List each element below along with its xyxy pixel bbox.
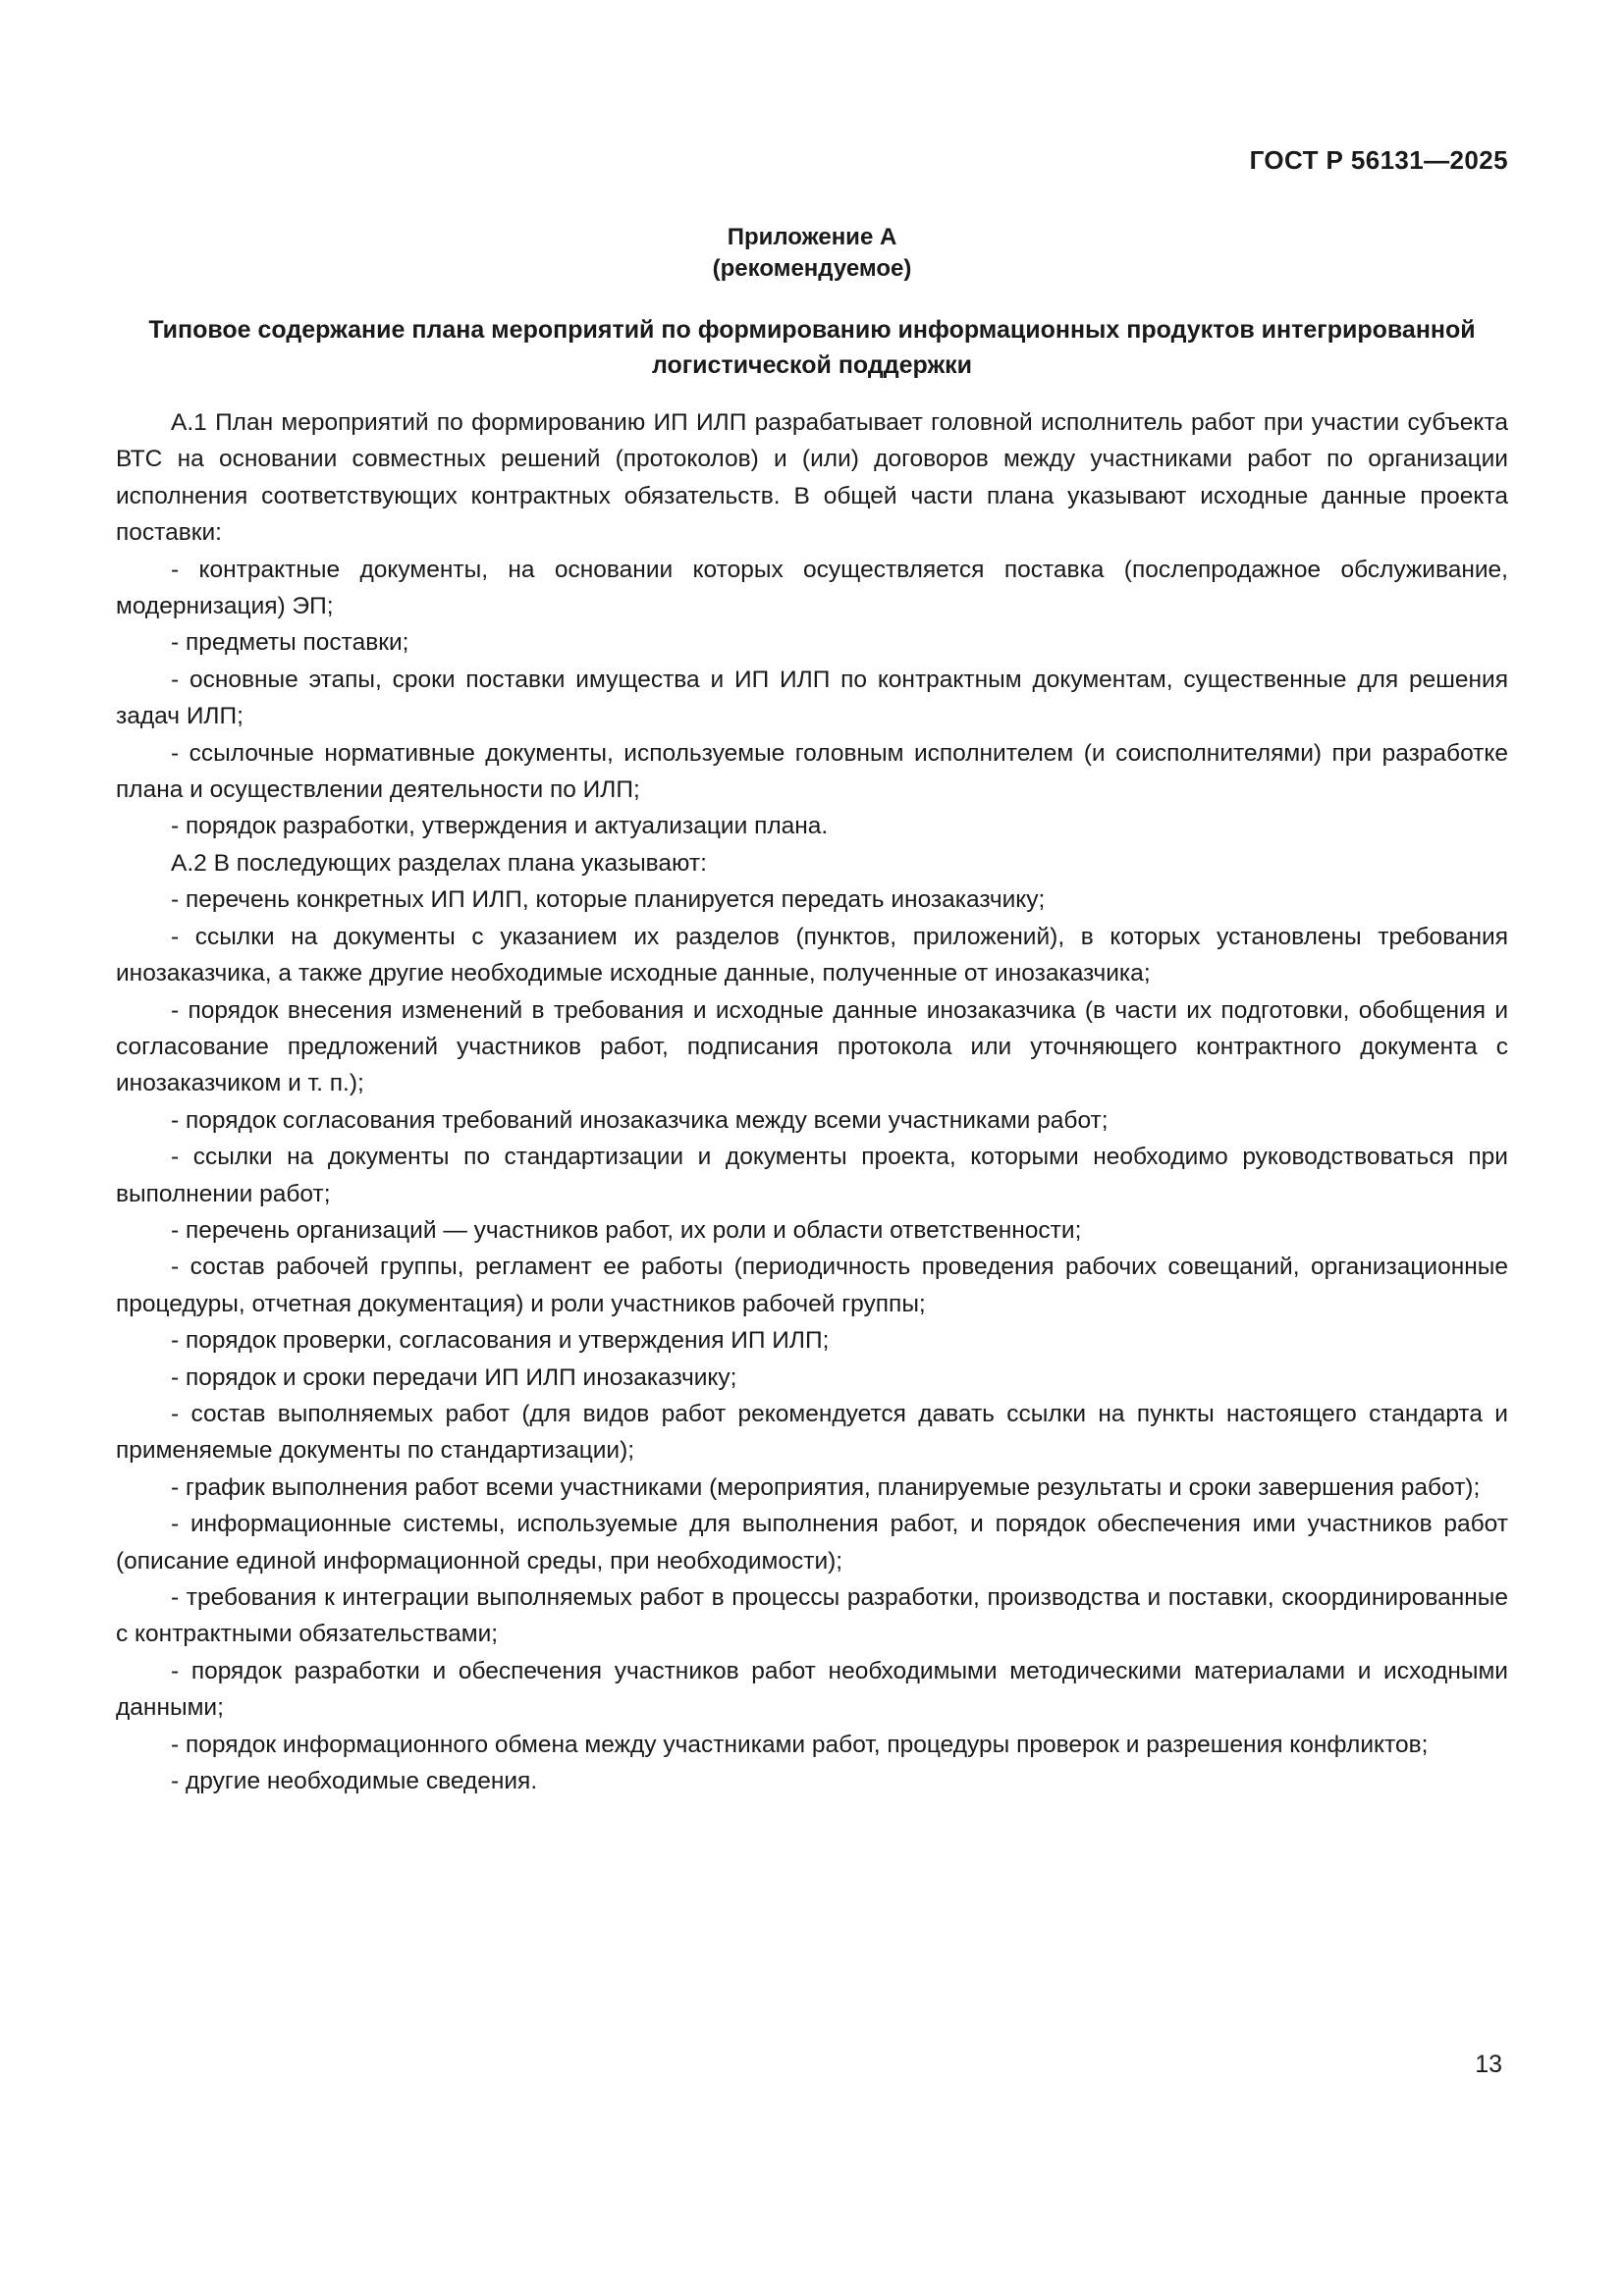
body-paragraph: - состав рабочей группы, регламент ее работы (периодичность проведения рабочих совещаний, организационные процедуры, отчетная документация) и роли участников рабочей группы; bbox=[116, 1254, 1508, 1317]
body-paragraph: - ссылки на документы по стандартизации и документы проекта, которыми необходимо руководствоваться при выполнении работ; bbox=[116, 1144, 1508, 1207]
body-paragraph: - порядок согласования требований инозаказчика между всеми участниками работ; bbox=[171, 1106, 1109, 1134]
page-content-area bbox=[116, 0, 1508, 2296]
body-paragraph: - порядок и сроки передачи ИП ИЛП инозаказчику; bbox=[171, 1363, 737, 1391]
body-paragraph: - состав выполняемых работ (для видов работ рекомендуется давать ссылки на пункты настоящего стандарта и применяемые документы по стандартизации); bbox=[116, 1400, 1508, 1465]
appendix-status: (рекомендуемое) bbox=[712, 255, 912, 282]
page-title-line-1: Типовое содержание плана мероприятий по формированию информационных продуктов bbox=[148, 316, 1255, 344]
body-paragraph: - информационные системы, используемые для выполнения работ, и порядок обеспечения ими участников работ (описание единой информационной среды, при необходимости); bbox=[116, 1511, 1508, 1575]
body-paragraph: - основные этапы, сроки поставки имущества и ИП ИЛП по контрактным документам, существенные для решения задач ИЛП; bbox=[116, 666, 1508, 730]
body-paragraph: - требования к интеграции выполняемых работ в процессы разработки, производства и поставки, скоординированные с контрактными обязательствами; bbox=[116, 1584, 1508, 1648]
running-header-standard-number: ГОСТ Р 56131—2025 bbox=[1249, 145, 1508, 175]
page-title bbox=[141, 312, 1483, 383]
appendix-label: Приложение А bbox=[727, 224, 897, 250]
body-paragraph: - перечень организаций — участников работ, их роли и области ответственности; bbox=[171, 1216, 1082, 1244]
body-paragraph: - ссылки на документы с указанием их разделов (пунктов, приложений), в которых установлены требования инозаказчика, а также другие необходимые исходные данные, полученные от инозаказчика; bbox=[116, 923, 1508, 988]
body-paragraph: А.2 В последующих разделах плана указывают: bbox=[171, 849, 707, 877]
page-number: 13 bbox=[1475, 2051, 1502, 2078]
body-paragraph: - ссылочные нормативные документы, используемые головным исполнителем (и соисполнителями) при разработке плана и осуществлении деятельности по ИЛП; bbox=[116, 739, 1508, 804]
body-text-flow bbox=[116, 404, 1508, 1799]
body-paragraph: - порядок разработки и обеспечения участников работ необходимыми методическими материалами и исходными данными; bbox=[116, 1657, 1508, 1722]
body-paragraph: - график выполнения работ всеми участниками (мероприятия, планируемые результаты и сроки завершения работ); bbox=[171, 1473, 1481, 1501]
body-paragraph: - порядок внесения изменений в требования и исходные данные инозаказчика (в части их подготовки, обобщения и согласование предложений участников работ, подписания протокола или уточняющего контрактного документа с инозаказчиком и т. п.); bbox=[116, 996, 1508, 1097]
body-paragraph: - порядок разработки, утверждения и актуализации плана. bbox=[171, 813, 829, 840]
body-paragraph: А.1 План мероприятий по формированию ИП ИЛП разрабатывает головной исполнитель работ при участии субъекта ВТС на основании совместных решений (протоколов) и (или) договоров между участниками работ по организации исполнения соответствующих контрактных обязательств. В общей части плана указывают исходные данные проекта поставки: bbox=[116, 409, 1508, 547]
body-paragraph: - предметы поставки; bbox=[171, 629, 409, 657]
body-paragraph: - порядок информационного обмена между участниками работ, процедуры проверок и разрешения конфликтов; bbox=[171, 1731, 1429, 1758]
body-paragraph: - перечень конкретных ИП ИЛП, которые планируется передать инозаказчику; bbox=[171, 886, 1046, 914]
page-title-line-2: интегрированной логистической поддержки bbox=[651, 316, 1476, 379]
body-paragraph: - контрактные документы, на основании которых осуществляется поставка (послепродажное обслуживание, модернизация) ЭП; bbox=[116, 556, 1508, 620]
body-paragraph: - другие необходимые сведения. bbox=[171, 1768, 538, 1795]
appendix-caption bbox=[116, 222, 1508, 285]
body-paragraph: - порядок проверки, согласования и утверждения ИП ИЛП; bbox=[171, 1327, 830, 1355]
